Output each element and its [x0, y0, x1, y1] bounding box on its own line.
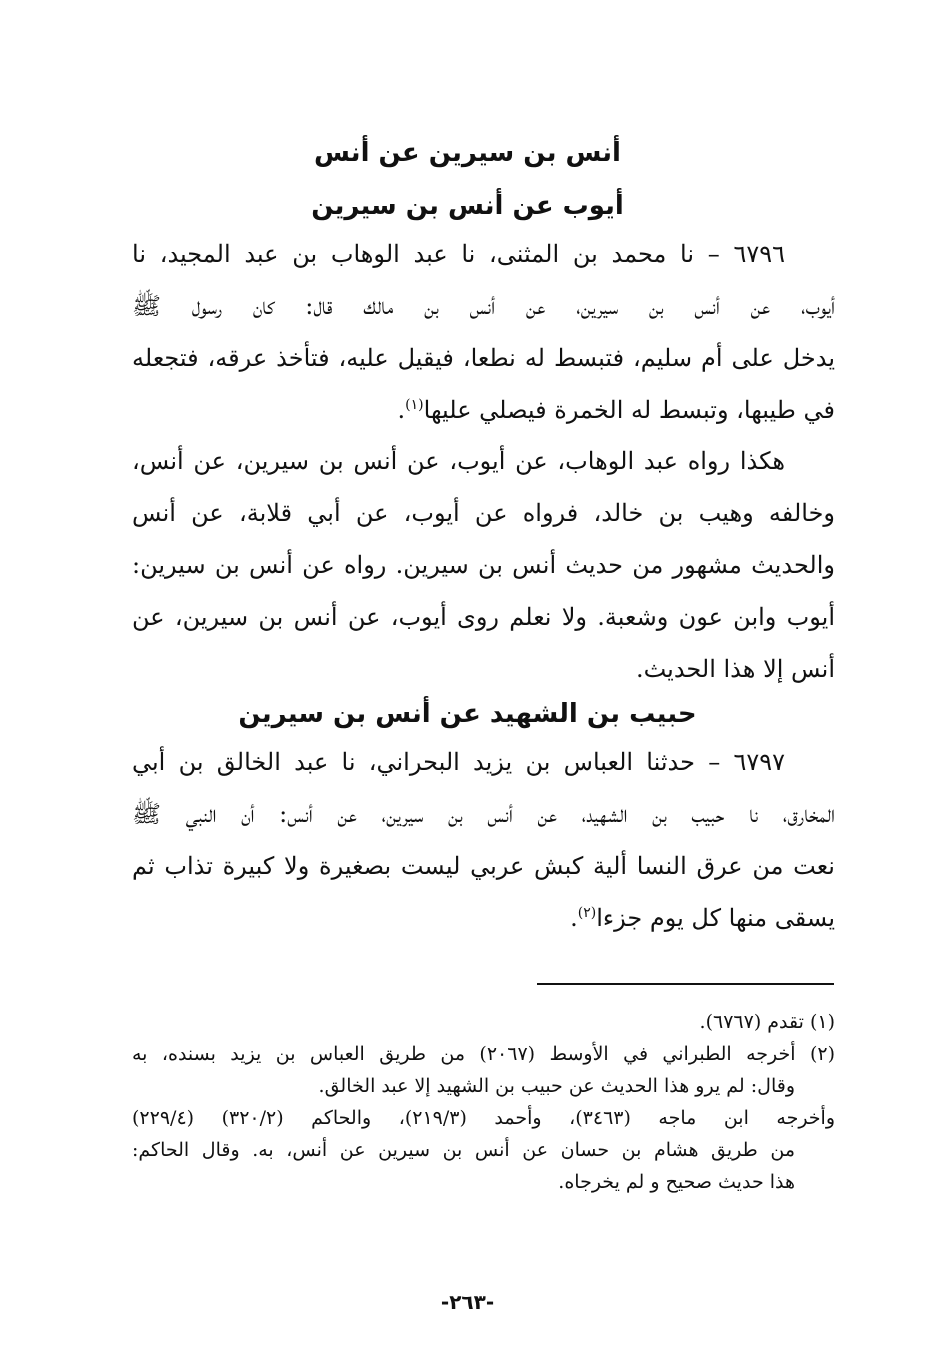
text-segment: في طيبها، وتبسط له الخمرة فيصلي عليها: [423, 396, 835, 424]
text-line: [132, 892, 835, 944]
subsection-heading-habib: حبيب بن الشهيد عن أنس بن سيرين: [238, 699, 697, 729]
footnote-line: (٢) أخرجه الطبراني في الأوسط (٢٠٦٧) من طريق العباس بن يزيد بسنده، به: [132, 1043, 835, 1065]
footnote-ref-1: (١): [405, 397, 424, 413]
footnote-line: هذا حديث صحيح و لم يخرجاه.: [558, 1171, 795, 1193]
hadith-6796: [132, 228, 835, 436]
text-line: وخالفه وهيب بن خالد، فرواه عن أيوب، عن أبي قلابة، عن أنس: [132, 499, 835, 527]
text-line: [132, 384, 835, 436]
page-number: -٢٦٣-: [440, 1290, 495, 1314]
text-segment: يسقى منها كل يوم جزءا: [596, 904, 835, 932]
text-line: أنس إلا هذا الحديث.: [635, 655, 835, 683]
text-line: أيوب وابن عون وشعبة. ولا نعلم روى أيوب، عن أنس بن سيرين، عن: [132, 603, 835, 631]
footnote-divider: [537, 983, 834, 985]
footnote-line: وقال: لم يرو هذا الحديث عن حبيب بن الشهيد إلا عبد الخالق.: [318, 1075, 795, 1097]
text-line: أيوب، عن أنس بن سيرين، عن أنس بن مالك قال: كان رسول ﷺ: [132, 292, 835, 320]
text-line: يدخل على أم سليم، فتبسط له نطعا، فيقيل عليه، فتأخذ عرقه، فتجعله: [132, 344, 836, 372]
text-line: والحديث مشهور من حديث أنس بن سيرين. رواه عن أنس بن سيرين:: [132, 551, 836, 579]
text-segment: .: [570, 904, 578, 932]
text-line: ٦٧٩٧ – حدثنا العباس بن يزيد البحراني، نا عبد الخالق بن أبي: [132, 748, 785, 776]
text-line: هكذا رواه عبد الوهاب، عن أيوب، عن أنس بن سيرين، عن أنس،: [132, 447, 786, 475]
footnotes: [132, 1006, 835, 1198]
text-line: نعت من عرق النسا ألية كبش عربي ليست بصغيرة ولا كبيرة تذاب ثم: [132, 852, 835, 880]
text-line: المخارق، نا حبيب بن الشهيد، عن أنس بن سيرين، عن أنس: أن النبي ﷺ: [132, 800, 835, 828]
text-segment: .: [397, 396, 406, 424]
subsection-heading-ayyub: أيوب عن أنس بن سيرين: [311, 191, 624, 221]
footnote-line: (١) تقدم (٦٧٦٧).: [699, 1011, 835, 1033]
footnote-line: من طريق هشام بن حسان عن أنس بن سيرين عن أنس، به. وقال الحاكم:: [132, 1139, 795, 1161]
section-heading-anas-ibn-sirin: أنس بن سيرين عن أنس: [314, 138, 621, 168]
commentary-paragraph: [132, 435, 835, 695]
footnote-ref-2: (٢): [577, 905, 597, 921]
footnote-line: وأخرجه ابن ماجه (٣٤٦٣)، وأحمد (٢١٩/٣)، والحاكم (٣٢٠/٢) (٢٢٩/٤): [132, 1107, 836, 1129]
hadith-6797: [132, 736, 835, 944]
text-line: ٦٧٩٦ – نا محمد بن المثنى، نا عبد الوهاب بن عبد المجيد، نا: [132, 240, 785, 268]
